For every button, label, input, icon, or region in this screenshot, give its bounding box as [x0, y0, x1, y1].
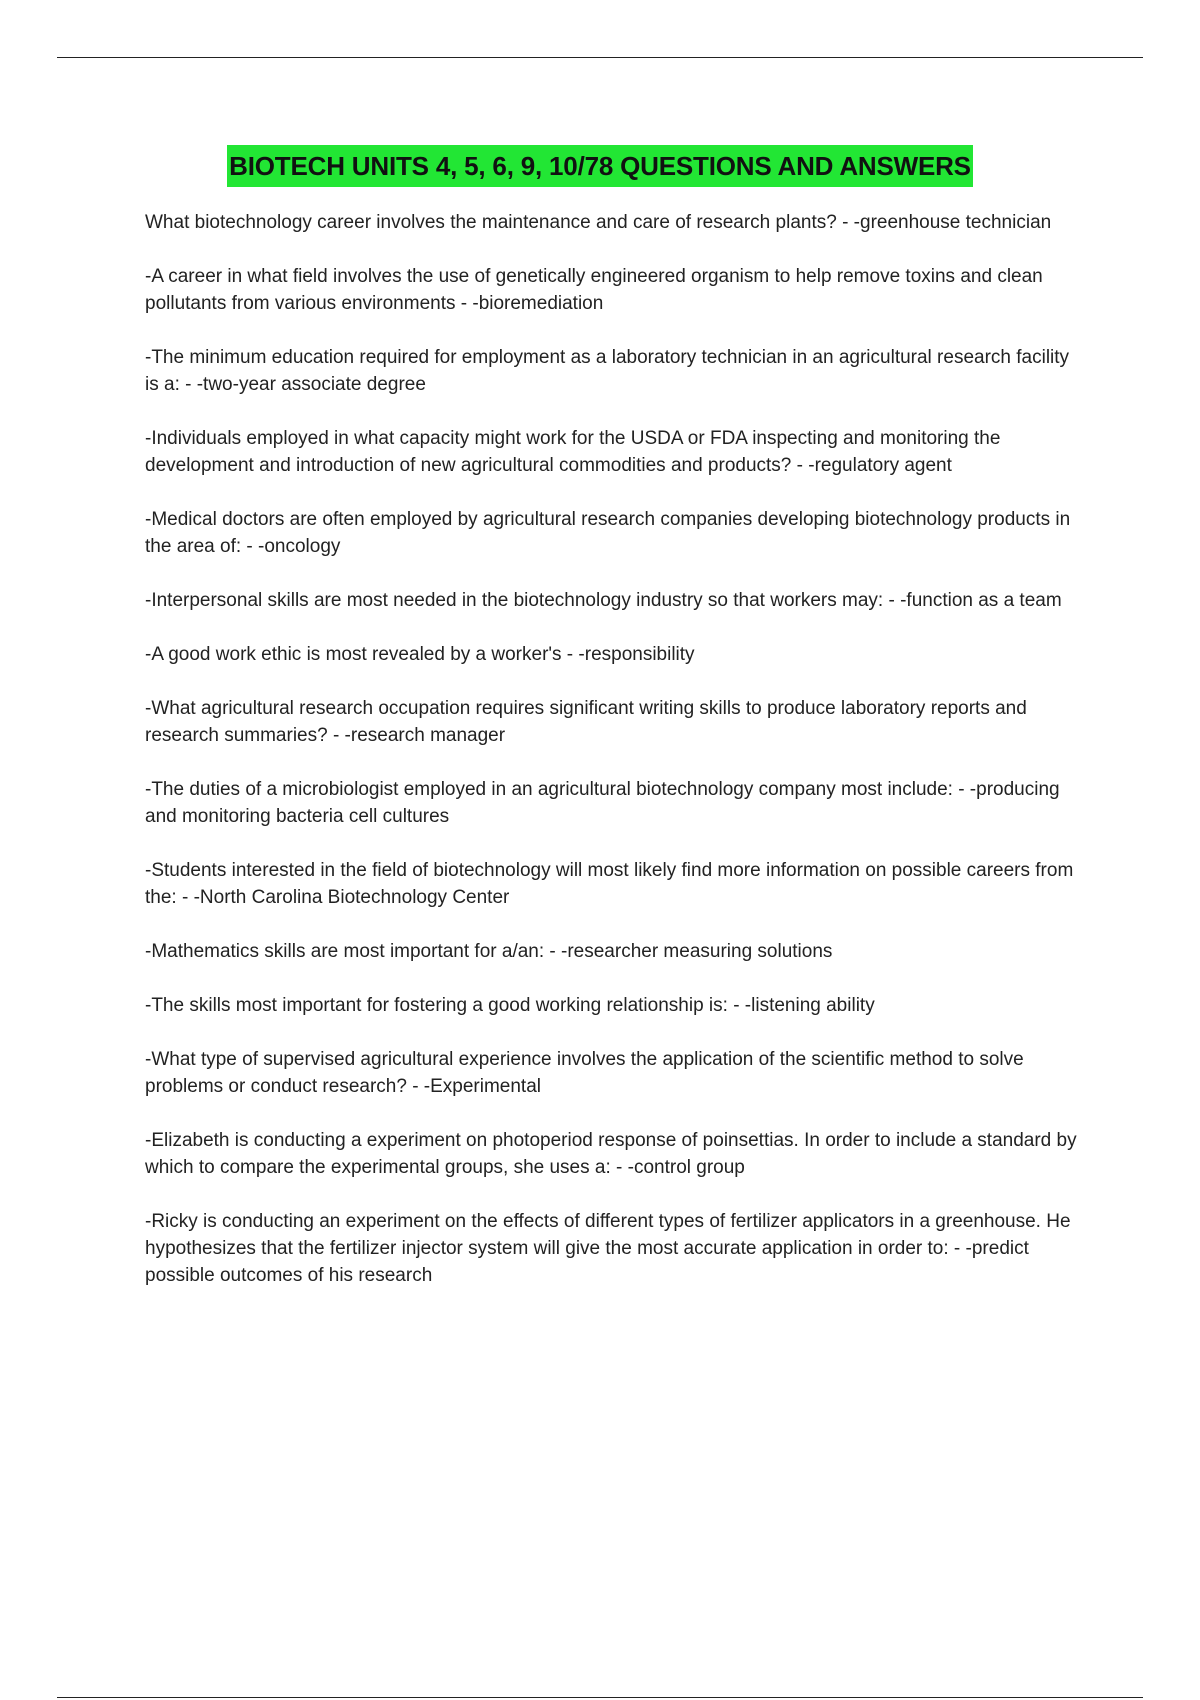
qa-item: -What agricultural research occupation requires significant writing skills to produce laboratory reports and research summaries? - -research manager — [145, 698, 1027, 746]
qa-item: -A career in what field involves the use of genetically engineered organism to help remove toxins and clean pollutants from various environments - -bioremediation — [145, 266, 1043, 314]
qa-item: -Individuals employed in what capacity might work for the USDA or FDA inspecting and monitoring the development and introduction of new agricultural commodities and products? - -regulatory agent — [145, 428, 1001, 476]
qa-item: -The duties of a microbiologist employed in an agricultural biotechnology company most include: - -producing and monitoring bacteria cell cultures — [145, 779, 1060, 827]
footer-rule — [57, 1697, 1143, 1698]
qa-item: -A good work ethic is most revealed by a worker's - -responsibility — [145, 644, 695, 665]
qa-item: -The skills most important for fostering a good working relationship is: - -listening ability — [145, 995, 875, 1016]
qa-item: -Elizabeth is conducting a experiment on photoperiod response of poinsettias. In order to include a standard by which to compare the experimental groups, she uses a: - -control group — [145, 1130, 1077, 1178]
qa-item: -Mathematics skills are most important for a/an: - -researcher measuring solutions — [145, 941, 833, 962]
qa-item: -Interpersonal skills are most needed in the biotechnology industry so that workers may: - -function as a team — [145, 590, 1062, 611]
header-rule — [57, 57, 1143, 58]
qa-item: -Medical doctors are often employed by agricultural research companies developing biotechnology products in the area of: - -oncology — [145, 509, 1071, 557]
qa-item: -The minimum education required for employment as a laboratory technician in an agricultural research facility is a: - -two-year associate degree — [145, 347, 1070, 395]
qa-item: -What type of supervised agricultural experience involves the application of the scientific method to solve problems or conduct research? - -Experimental — [145, 1049, 1024, 1097]
qa-item: -Ricky is conducting an experiment on the effects of different types of fertilizer applicators in a greenhouse. He hypothesizes that the fertilizer injector system will give the most accurate application in order to: - -predict possible outcomes of his research — [145, 1211, 1071, 1286]
document-title: BIOTECH UNITS 4, 5, 6, 9, 10/78 QUESTIONS AND ANSWERS — [227, 145, 973, 187]
qa-list — [145, 209, 1085, 1316]
qa-item: -Students interested in the field of biotechnology will most likely find more information on possible careers from the: - -North Carolina Biotechnology Center — [145, 860, 1074, 908]
title-container — [0, 145, 1200, 187]
qa-item: What biotechnology career involves the maintenance and care of research plants? - -greenhouse technician — [145, 212, 1052, 233]
